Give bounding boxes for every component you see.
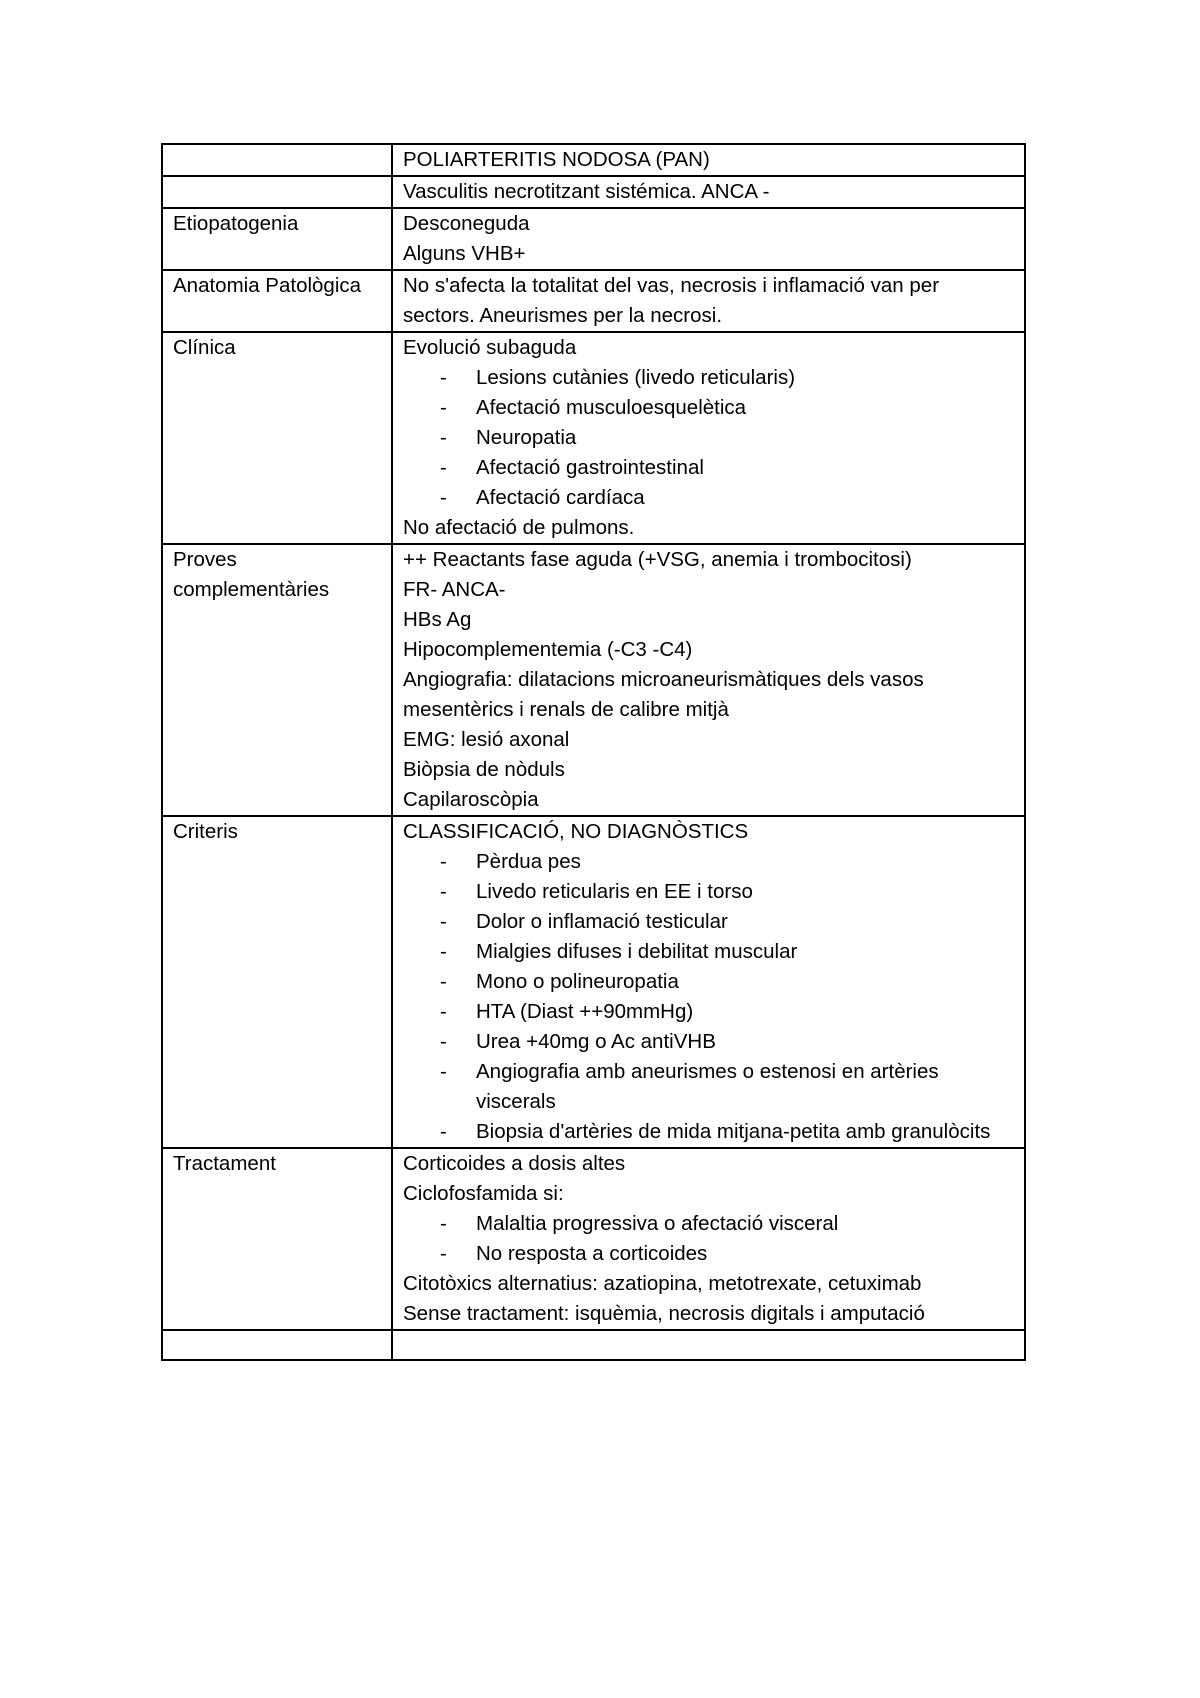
list-item-text: Lesions cutànies (livedo reticularis)	[476, 366, 796, 389]
dash-list	[403, 847, 1014, 1147]
table-body	[162, 144, 1025, 1360]
list-item-text: Pèrdua pes	[476, 850, 581, 873]
dash-bullet-icon: -	[440, 1120, 447, 1143]
list-item-text: Livedo reticularis en EE i torso	[476, 880, 753, 903]
list-item-text: Afectació cardíaca	[476, 486, 645, 509]
table-row	[162, 208, 1025, 270]
row-label: Clínica	[173, 336, 236, 359]
content-line: Biòpsia de nòduls	[403, 758, 565, 781]
content-line: Sense tractament: isquèmia, necrosis digitals i amputació	[403, 1302, 925, 1325]
list-item-text: Neuropatia	[476, 426, 577, 449]
content-line: No afectació de pulmons.	[403, 516, 635, 539]
list-item-text: Mono o polineuropatia	[476, 970, 679, 993]
dash-bullet-icon: -	[440, 396, 447, 419]
table-row	[162, 1148, 1025, 1330]
dash-bullet-icon: -	[440, 1242, 447, 1265]
content-line: Vasculitis necrotitzant sistémica. ANCA -	[403, 180, 770, 203]
list-item-text: No resposta a corticoides	[476, 1242, 708, 1265]
row-content-cell	[392, 144, 1025, 176]
content-line: Corticoides a dosis altes	[403, 1152, 626, 1175]
row-label: Criteris	[173, 820, 238, 843]
content-line: EMG: lesió axonal	[403, 728, 570, 751]
list-item	[403, 967, 1014, 997]
row-content-cell	[392, 208, 1025, 270]
content-line: Hipocomplementemia (-C3 -C4)	[403, 638, 693, 661]
list-item	[403, 1027, 1014, 1057]
list-item-text: Dolor o inflamació testicular	[476, 910, 728, 933]
row-label-cell	[162, 270, 392, 332]
list-item	[403, 937, 1014, 967]
content-line: Evolució subaguda	[403, 336, 577, 359]
list-item	[403, 877, 1014, 907]
row-content-cell	[392, 1148, 1025, 1330]
dash-bullet-icon: -	[440, 910, 447, 933]
list-item-text: Afectació musculoesquelètica	[476, 396, 747, 419]
table-row	[162, 270, 1025, 332]
content-line: Citotòxics alternatius: azatiopina, metotrexate, cetuximab	[403, 1272, 922, 1295]
list-item-text: Biopsia d'artèries de mida mitjana-petita amb granulòcits	[476, 1120, 991, 1143]
dash-bullet-icon: -	[440, 1060, 447, 1083]
row-label: Etiopatogenia	[173, 212, 299, 235]
row-label: Proves complementàries	[173, 548, 330, 601]
table-row	[162, 544, 1025, 816]
dash-bullet-icon: -	[440, 1212, 447, 1235]
row-label-cell	[162, 1148, 392, 1330]
list-item	[403, 393, 1014, 423]
row-content-cell	[392, 1330, 1025, 1360]
content-line: ++ Reactants fase aguda (+VSG, anemia i trombocitosi)	[403, 548, 912, 571]
list-item	[403, 1209, 1014, 1239]
row-content-cell	[392, 176, 1025, 208]
list-item	[403, 847, 1014, 877]
dash-bullet-icon: -	[440, 1030, 447, 1053]
content-line: Alguns VHB+	[403, 242, 526, 265]
content-line: HBs Ag	[403, 608, 472, 631]
list-item-text: Angiografia amb aneurismes o estenosi en artèries viscerals	[476, 1060, 939, 1113]
content-line: Desconeguda	[403, 212, 530, 235]
content-line: FR- ANCA-	[403, 578, 506, 601]
content-line: Angiografia: dilatacions microaneurismàtiques dels vasos mesentèrics i renals de calibre mitjà	[403, 668, 930, 721]
row-content-cell	[392, 270, 1025, 332]
row-label-cell	[162, 208, 392, 270]
list-item	[403, 1239, 1014, 1269]
row-content-cell	[392, 544, 1025, 816]
row-label-cell	[162, 144, 392, 176]
list-item	[403, 1057, 1014, 1117]
dash-bullet-icon: -	[440, 456, 447, 479]
row-content-cell	[392, 816, 1025, 1148]
dash-bullet-icon: -	[440, 850, 447, 873]
dash-list	[403, 363, 1014, 513]
table-row	[162, 816, 1025, 1148]
list-item-text: Urea +40mg o Ac antiVHB	[476, 1030, 716, 1053]
list-item	[403, 453, 1014, 483]
list-item	[403, 423, 1014, 453]
dash-list	[403, 1209, 1014, 1269]
list-item-text: Mialgies difuses i debilitat muscular	[476, 940, 798, 963]
row-label-cell	[162, 1330, 392, 1360]
table-row	[162, 1330, 1025, 1360]
row-label: Tractament	[173, 1152, 276, 1175]
dash-bullet-icon: -	[440, 970, 447, 993]
content-line: POLIARTERITIS NODOSA (PAN)	[403, 148, 710, 171]
list-item	[403, 363, 1014, 393]
content-line: Capilaroscòpia	[403, 788, 539, 811]
row-content-cell	[392, 332, 1025, 544]
dash-bullet-icon: -	[440, 426, 447, 449]
dash-bullet-icon: -	[440, 880, 447, 903]
dash-bullet-icon: -	[440, 1000, 447, 1023]
row-label-cell	[162, 176, 392, 208]
list-item	[403, 1117, 1014, 1147]
dash-bullet-icon: -	[440, 486, 447, 509]
list-item	[403, 997, 1014, 1027]
table-row	[162, 144, 1025, 176]
table-row	[162, 176, 1025, 208]
content-line: No s'afecta la totalitat del vas, necrosis i inflamació van per sectors. Aneurismes per la necrosi.	[403, 274, 945, 327]
row-label-cell	[162, 332, 392, 544]
list-item	[403, 483, 1014, 513]
list-item-text: Malaltia progressiva o afectació visceral	[476, 1212, 839, 1235]
content-line: CLASSIFICACIÓ, NO DIAGNÒSTICS	[403, 820, 749, 843]
table-row	[162, 332, 1025, 544]
list-item	[403, 907, 1014, 937]
dash-bullet-icon: -	[440, 366, 447, 389]
row-label: Anatomia Patològica	[173, 274, 362, 297]
dash-bullet-icon: -	[440, 940, 447, 963]
pan-summary-table	[161, 143, 1026, 1361]
list-item-text: Afectació gastrointestinal	[476, 456, 704, 479]
row-label-cell	[162, 544, 392, 816]
content-line: Ciclofosfamida si:	[403, 1182, 564, 1205]
row-label-cell	[162, 816, 392, 1148]
list-item-text: HTA (Diast ++90mmHg)	[476, 1000, 694, 1023]
